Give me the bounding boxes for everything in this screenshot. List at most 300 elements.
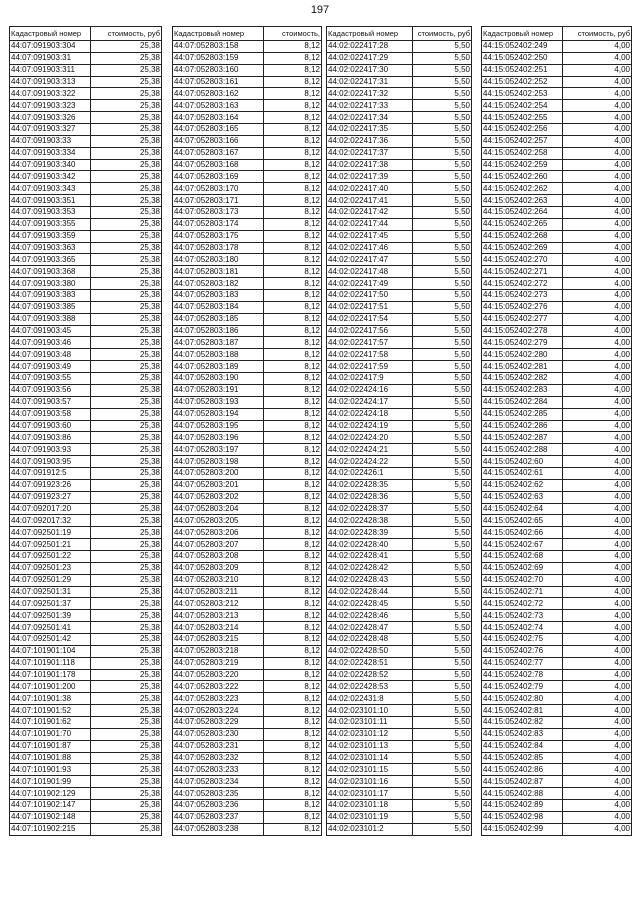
cadastral-number-cell: 44:02:023101:16 [327,776,413,788]
cost-cell: 8,12 [264,361,322,373]
cost-cell: 8,12 [264,776,322,788]
cost-cell: 5,50 [413,622,472,634]
cost-cell: 5,50 [413,396,472,408]
cost-cell: 4,00 [563,254,632,266]
cost-cell: 25,38 [91,716,162,728]
cadastral-number-cell: 44:02:022428:39 [327,527,413,539]
cadastral-number-cell: 44:07:052803:188 [173,349,264,361]
cost-cell: 8,12 [264,598,322,610]
cost-cell: 4,00 [563,183,632,195]
cadastral-number-cell: 44:07:091903:355 [10,218,91,230]
cost-cell: 25,38 [91,527,162,539]
cadastral-number-cell: 44:15:052402:83 [482,728,563,740]
cadastral-number-cell: 44:07:091903:56 [10,384,91,396]
table-row [482,503,632,515]
table-row [173,195,322,207]
cadastral-number-cell: 44:15:052402:89 [482,800,563,812]
cadastral-number-cell: 44:02:022426:1 [327,467,413,479]
cost-cell: 4,00 [563,207,632,219]
table-row [10,183,162,195]
cadastral-number-cell: 44:02:022417:28 [327,41,413,53]
table-row [10,705,162,717]
table-row [173,41,322,53]
table-row [482,100,632,112]
cadastral-number-cell: 44:02:022417:54 [327,313,413,325]
cost-cell: 25,38 [91,479,162,491]
table-row [173,586,322,598]
table-row [327,527,472,539]
table-row [482,716,632,728]
cost-cell: 5,50 [413,752,472,764]
table-row [327,586,472,598]
cadastral-number-cell: 44:15:052402:66 [482,527,563,539]
cadastral-number-cell: 44:02:022417:58 [327,349,413,361]
table-row [173,361,322,373]
cadastral-number-cell: 44:07:052803:233 [173,764,264,776]
cost-cell: 8,12 [264,610,322,622]
cadastral-number-cell: 44:07:091903:363 [10,242,91,254]
cost-cell: 25,38 [91,764,162,776]
cost-cell: 8,12 [264,159,322,171]
table-row [173,171,322,183]
cadastral-number-cell: 44:02:022428:45 [327,598,413,610]
cadastral-number-cell: 44:15:052402:286 [482,420,563,432]
cost-cell: 8,12 [264,693,322,705]
table-row [10,586,162,598]
table-row [10,112,162,124]
cost-cell: 8,12 [264,349,322,361]
cadastral-number-cell: 44:07:091903:365 [10,254,91,266]
cadastral-number-cell: 44:07:052803:235 [173,788,264,800]
header-cadastral-number: Кадастровый номер [10,27,91,41]
cadastral-number-cell: 44:15:052402:264 [482,207,563,219]
cadastral-number-cell: 44:07:091903:95 [10,456,91,468]
table-row [10,752,162,764]
table-row [10,337,162,349]
table-row [482,479,632,491]
cadastral-number-cell: 44:07:052803:174 [173,218,264,230]
cadastral-number-cell: 44:02:022424:22 [327,456,413,468]
cost-cell: 4,00 [563,408,632,420]
cost-cell: 25,38 [91,349,162,361]
table-row [173,479,322,491]
cadastral-number-cell: 44:07:091903:304 [10,41,91,53]
cadastral-number-cell: 44:07:052803:168 [173,159,264,171]
cost-cell: 5,50 [413,479,472,491]
cadastral-number-cell: 44:07:052803:161 [173,76,264,88]
cost-cell: 8,12 [264,64,322,76]
table-row [10,693,162,705]
table-row [327,811,472,823]
cost-cell: 8,12 [264,788,322,800]
cost-cell: 4,00 [563,313,632,325]
table-row [482,633,632,645]
table-row [10,610,162,622]
table-row [327,432,472,444]
cost-cell: 25,38 [91,218,162,230]
cost-cell: 5,50 [413,740,472,752]
cost-cell: 4,00 [563,622,632,634]
table-row [173,728,322,740]
table-row [173,764,322,776]
cost-cell: 4,00 [563,290,632,302]
table-row [173,408,322,420]
table-row [482,361,632,373]
cadastral-number-cell: 44:02:022424:20 [327,432,413,444]
cadastral-number-cell: 44:07:101901:52 [10,705,91,717]
table-row [327,361,472,373]
cadastral-number-cell: 44:02:022417:38 [327,159,413,171]
cost-cell: 8,12 [264,135,322,147]
cost-cell: 8,12 [264,76,322,88]
cadastral-number-cell: 44:02:022428:41 [327,550,413,562]
cadastral-number-cell: 44:07:092501:23 [10,562,91,574]
cost-cell: 5,50 [413,681,472,693]
cadastral-number-cell: 44:07:101902:147 [10,800,91,812]
cadastral-number-cell: 44:02:023101:14 [327,752,413,764]
table-row [173,515,322,527]
cadastral-number-cell: 44:07:052803:208 [173,550,264,562]
table-row [173,776,322,788]
table-row [173,52,322,64]
cost-cell: 8,12 [264,100,322,112]
table-row [482,693,632,705]
table-row [327,539,472,551]
cost-cell: 5,50 [413,503,472,515]
table-row [10,681,162,693]
cadastral-number-cell: 44:07:052803:206 [173,527,264,539]
table-row [173,135,322,147]
cost-cell: 4,00 [563,740,632,752]
table-row [327,290,472,302]
cadastral-number-cell: 44:07:092501:39 [10,610,91,622]
cadastral-number-cell: 44:07:092501:41 [10,622,91,634]
cost-cell: 8,12 [264,432,322,444]
table-row [10,776,162,788]
cadastral-number-cell: 44:15:052402:288 [482,444,563,456]
table-row [327,124,472,136]
cadastral-number-cell: 44:15:052402:85 [482,752,563,764]
cost-cell: 8,12 [264,325,322,337]
cost-cell: 5,50 [413,444,472,456]
cost-cell: 25,38 [91,337,162,349]
table-row [10,373,162,385]
cost-cell: 25,38 [91,100,162,112]
table-row [10,88,162,100]
cadastral-number-cell: 44:07:091903:58 [10,408,91,420]
cost-cell: 5,50 [413,195,472,207]
cost-cell: 5,50 [413,645,472,657]
cadastral-number-cell: 44:02:023101:18 [327,800,413,812]
cost-cell: 8,12 [264,515,322,527]
table-row [482,788,632,800]
cadastral-number-cell: 44:02:023101:17 [327,788,413,800]
cost-cell: 25,38 [91,633,162,645]
cost-cell: 5,50 [413,325,472,337]
cost-cell: 5,50 [413,562,472,574]
cost-cell: 4,00 [563,728,632,740]
table-row [482,598,632,610]
cost-cell: 25,38 [91,325,162,337]
cadastral-number-cell: 44:07:052803:196 [173,432,264,444]
table-row [482,622,632,634]
cost-cell: 5,50 [413,112,472,124]
cadastral-number-cell: 44:07:092501:29 [10,574,91,586]
table-row [173,669,322,681]
table-row [327,693,472,705]
table-row [10,396,162,408]
cadastral-number-cell: 44:15:052402:87 [482,776,563,788]
table-row [10,313,162,325]
cadastral-number-cell: 44:02:022417:40 [327,183,413,195]
cost-cell: 8,12 [264,539,322,551]
table-row [173,610,322,622]
cost-cell: 25,38 [91,384,162,396]
cost-cell: 5,50 [413,705,472,717]
cadastral-number-cell: 44:15:052402:272 [482,278,563,290]
cost-cell: 5,50 [413,64,472,76]
cost-cell: 4,00 [563,645,632,657]
cost-cell: 4,00 [563,373,632,385]
cadastral-number-cell: 44:07:091903:33 [10,135,91,147]
cost-cell: 25,38 [91,586,162,598]
cadastral-number-cell: 44:15:052402:70 [482,574,563,586]
cadastral-number-cell: 44:15:052402:262 [482,183,563,195]
table-row [173,693,322,705]
table-row [327,705,472,717]
table-row [482,171,632,183]
cadastral-number-cell: 44:15:052402:273 [482,290,563,302]
cost-cell: 4,00 [563,135,632,147]
cadastral-number-cell: 44:07:091903:93 [10,444,91,456]
table-row [327,337,472,349]
cadastral-number-cell: 44:07:091903:351 [10,195,91,207]
table-row [10,290,162,302]
cost-cell: 8,12 [264,527,322,539]
table-row [10,230,162,242]
table-row [10,491,162,503]
table-row [327,183,472,195]
table-row [482,776,632,788]
cadastral-number-cell: 44:02:022417:59 [327,361,413,373]
table-row [10,527,162,539]
table-row [482,254,632,266]
table-row [173,183,322,195]
table-row [327,420,472,432]
table-row [482,657,632,669]
cadastral-number-cell: 44:07:101902:215 [10,823,91,835]
cost-cell: 5,50 [413,467,472,479]
cadastral-number-cell: 44:02:022431:8 [327,693,413,705]
table-row [482,112,632,124]
cadastral-number-cell: 44:07:101901:178 [10,669,91,681]
table-row [173,811,322,823]
cost-cell: 5,50 [413,230,472,242]
cost-cell: 25,38 [91,515,162,527]
cadastral-number-cell: 44:07:091903:57 [10,396,91,408]
cadastral-number-cell: 44:02:022428:50 [327,645,413,657]
cadastral-number-cell: 44:07:091903:388 [10,313,91,325]
table-row [327,444,472,456]
cost-cell: 8,12 [264,562,322,574]
cost-cell: 25,38 [91,776,162,788]
table-row [173,574,322,586]
table-row [327,159,472,171]
cadastral-number-cell: 44:07:091903:322 [10,88,91,100]
table-row [482,420,632,432]
cadastral-number-cell: 44:15:052402:63 [482,491,563,503]
cost-cell: 8,12 [264,171,322,183]
table-row [327,740,472,752]
cost-cell: 4,00 [563,467,632,479]
cost-cell: 8,12 [264,88,322,100]
table-row [173,349,322,361]
header-cadastral-number: Кадастровый номер [482,27,563,41]
cadastral-number-cell: 44:07:091903:385 [10,301,91,313]
table-row [327,230,472,242]
cost-cell: 8,12 [264,681,322,693]
cadastral-number-cell: 44:15:052402:71 [482,586,563,598]
table-row [10,788,162,800]
table-row [10,361,162,373]
cadastral-number-cell: 44:07:052803:213 [173,610,264,622]
table-row [10,242,162,254]
table-row [173,527,322,539]
cadastral-number-cell: 44:07:052803:185 [173,313,264,325]
table-row [10,716,162,728]
cost-cell: 4,00 [563,325,632,337]
cost-cell: 8,12 [264,550,322,562]
cadastral-number-cell: 44:15:052402:263 [482,195,563,207]
table-row [173,823,322,835]
cadastral-number-cell: 44:07:052803:207 [173,539,264,551]
cadastral-table-2 [172,26,322,836]
cadastral-number-cell: 44:07:052803:195 [173,420,264,432]
table-header-row [173,27,322,41]
cadastral-number-cell: 44:07:052803:187 [173,337,264,349]
cost-cell: 8,12 [264,183,322,195]
cost-cell: 25,38 [91,444,162,456]
cadastral-number-cell: 44:07:101901:38 [10,693,91,705]
table-row [327,491,472,503]
cost-cell: 25,38 [91,574,162,586]
table-row [482,290,632,302]
table-row [482,76,632,88]
table-row [482,41,632,53]
table-row [10,207,162,219]
cost-cell: 25,38 [91,740,162,752]
table-row [327,479,472,491]
cost-cell: 25,38 [91,432,162,444]
cost-cell: 8,12 [264,823,322,835]
table-row [173,432,322,444]
cost-cell: 25,38 [91,598,162,610]
cost-cell: 25,38 [91,645,162,657]
cost-cell: 4,00 [563,598,632,610]
cadastral-number-cell: 44:02:023101:19 [327,811,413,823]
cadastral-number-cell: 44:15:052402:61 [482,467,563,479]
cadastral-number-cell: 44:07:091903:49 [10,361,91,373]
cost-cell: 5,50 [413,147,472,159]
table-row [482,52,632,64]
table-row [10,515,162,527]
table-row [10,800,162,812]
table-row [482,515,632,527]
cadastral-number-cell: 44:07:052803:181 [173,266,264,278]
cadastral-number-cell: 44:15:052402:82 [482,716,563,728]
cadastral-number-cell: 44:07:091903:86 [10,432,91,444]
table-row [327,574,472,586]
cadastral-number-cell: 44:15:052402:265 [482,218,563,230]
table-row [173,467,322,479]
cost-cell: 8,12 [264,444,322,456]
cadastral-number-cell: 44:15:052402:284 [482,396,563,408]
table-row [173,645,322,657]
cadastral-table-3 [326,26,472,836]
cost-cell: 4,00 [563,633,632,645]
cost-cell: 25,38 [91,728,162,740]
table-row [173,266,322,278]
cost-cell: 5,50 [413,337,472,349]
cadastral-number-cell: 44:07:052803:200 [173,467,264,479]
cadastral-number-cell: 44:15:052402:78 [482,669,563,681]
cadastral-number-cell: 44:07:052803:164 [173,112,264,124]
table-row [327,52,472,64]
cadastral-number-cell: 44:02:022428:52 [327,669,413,681]
table-row [327,112,472,124]
table-row [173,301,322,313]
cadastral-number-cell: 44:07:052803:170 [173,183,264,195]
cadastral-number-cell: 44:07:101902:148 [10,811,91,823]
cadastral-number-cell: 44:07:092501:19 [10,527,91,539]
table-row [173,207,322,219]
cost-cell: 8,12 [264,408,322,420]
cost-cell: 5,50 [413,669,472,681]
cost-cell: 25,38 [91,135,162,147]
cadastral-number-cell: 44:07:052803:197 [173,444,264,456]
cost-cell: 5,50 [413,764,472,776]
cadastral-number-cell: 44:02:023101:12 [327,728,413,740]
cadastral-number-cell: 44:02:022417:51 [327,301,413,313]
table-row [173,112,322,124]
cadastral-number-cell: 44:02:022428:42 [327,562,413,574]
table-row [10,218,162,230]
table-row [327,100,472,112]
cadastral-number-cell: 44:02:022428:53 [327,681,413,693]
cost-cell: 4,00 [563,776,632,788]
cadastral-number-cell: 44:15:052402:88 [482,788,563,800]
table-row [327,645,472,657]
cost-cell: 5,50 [413,361,472,373]
cadastral-number-cell: 44:07:092017:32 [10,515,91,527]
cost-cell: 25,38 [91,408,162,420]
table-row [327,622,472,634]
table-row [173,76,322,88]
table-row [173,147,322,159]
table-row [173,325,322,337]
cost-cell: 5,50 [413,657,472,669]
cost-cell: 4,00 [563,159,632,171]
cadastral-number-cell: 44:15:052402:255 [482,112,563,124]
cost-cell: 5,50 [413,598,472,610]
cadastral-number-cell: 44:02:022417:36 [327,135,413,147]
cadastral-number-cell: 44:15:052402:268 [482,230,563,242]
cadastral-number-cell: 44:07:092501:22 [10,550,91,562]
table-row [482,456,632,468]
cadastral-number-cell: 44:07:052803:158 [173,41,264,53]
cost-cell: 8,12 [264,491,322,503]
cost-cell: 8,12 [264,633,322,645]
